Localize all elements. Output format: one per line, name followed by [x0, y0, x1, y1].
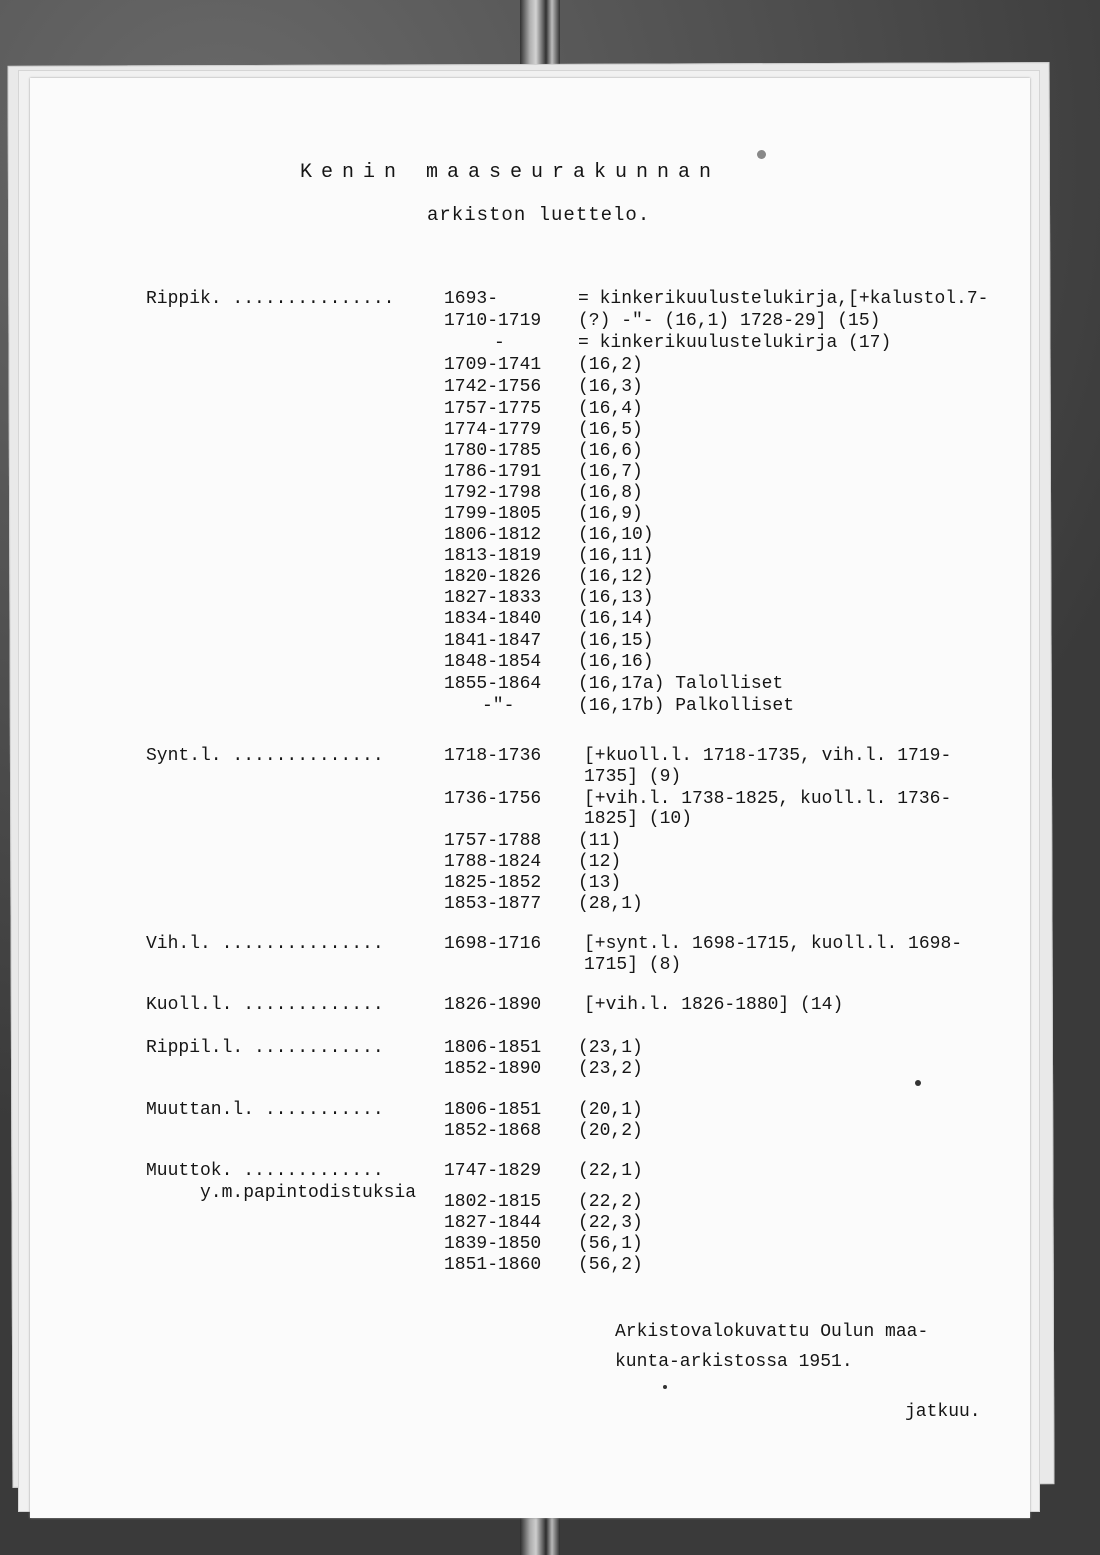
detail: (22,2) [578, 1192, 643, 1212]
section-label: Kuoll.l. ............. [146, 995, 384, 1015]
years: 1736-1756 [444, 789, 542, 809]
footer-line: kunta-arkistossa 1951. [615, 1352, 853, 1372]
detail: (16,17b) Palkolliset [578, 696, 795, 716]
detail: 1735] (9) [584, 767, 682, 787]
detail: (16,4) [578, 399, 643, 419]
ink-speck [663, 1385, 667, 1389]
years: 1827-1833 [444, 588, 542, 608]
detail: (16,2) [578, 355, 643, 375]
detail: = kinkerikuulustelukirja (17) [578, 333, 892, 353]
detail: [+vih.l. 1826-1880] (14) [584, 995, 844, 1015]
detail: (22,1) [578, 1161, 643, 1181]
detail: (13) [578, 873, 622, 893]
section-label: Rippik. ............... [146, 289, 395, 309]
years: 1813-1819 [444, 546, 542, 566]
years: 1806-1851 [444, 1038, 542, 1058]
detail: = kinkerikuulustelukirja,[+kalustol.7- [578, 289, 989, 309]
detail: (56,1) [578, 1234, 643, 1254]
years: 1852-1868 [444, 1121, 542, 1141]
section-label: Muuttok. ............. [146, 1161, 384, 1181]
detail: (23,2) [578, 1059, 643, 1079]
years: 1806-1851 [444, 1100, 542, 1120]
years: 1780-1785 [444, 441, 542, 461]
detail: 1715] (8) [584, 955, 682, 975]
detail: (16,14) [578, 609, 654, 629]
years: 1853-1877 [444, 894, 542, 914]
detail: (11) [578, 831, 622, 851]
section-label: Vih.l. ............... [146, 934, 384, 954]
years: 1839-1850 [444, 1234, 542, 1254]
section-label: Muuttan.l. ........... [146, 1100, 384, 1120]
detail: [+kuoll.l. 1718-1735, vih.l. 1719- [584, 746, 952, 766]
detail: (16,7) [578, 462, 643, 482]
section-label: Synt.l. .............. [146, 746, 384, 766]
years: 1693- [444, 289, 499, 309]
detail: (16,12) [578, 567, 654, 587]
detail: [+synt.l. 1698-1715, kuoll.l. 1698- [584, 934, 963, 954]
years: 1747-1829 [444, 1161, 542, 1181]
detail: (20,2) [578, 1121, 643, 1141]
continued-note: jatkuu. [905, 1402, 981, 1422]
ink-speck [915, 1080, 921, 1086]
years: 1774-1779 [444, 420, 542, 440]
detail: (16,3) [578, 377, 643, 397]
detail: (16,15) [578, 631, 654, 651]
years: 1834-1840 [444, 609, 542, 629]
years: 1792-1798 [444, 483, 542, 503]
years: 1698-1716 [444, 934, 542, 954]
years: 1757-1788 [444, 831, 542, 851]
years: 1826-1890 [444, 995, 542, 1015]
years: 1757-1775 [444, 399, 542, 419]
years: 1827-1844 [444, 1213, 542, 1233]
document-title: Kenin maaseurakunnan [300, 161, 721, 184]
document-subtitle: arkiston luettelo. [427, 204, 651, 226]
ink-speck [757, 150, 766, 159]
years: 1788-1824 [444, 852, 542, 872]
detail: (28,1) [578, 894, 643, 914]
years: 1820-1826 [444, 567, 542, 587]
years: 1848-1854 [444, 652, 542, 672]
years: 1802-1815 [444, 1192, 542, 1212]
detail: [+vih.l. 1738-1825, kuoll.l. 1736- [584, 789, 952, 809]
detail: (16,8) [578, 483, 643, 503]
years: 1709-1741 [444, 355, 542, 375]
detail: (56,2) [578, 1255, 643, 1275]
detail: (?) -"- (16,1) 1728-29] (15) [578, 311, 881, 331]
detail: (16,10) [578, 525, 654, 545]
years: 1855-1864 [444, 674, 542, 694]
years: 1786-1791 [444, 462, 542, 482]
footer-line: Arkistovalokuvattu Oulun maa- [615, 1322, 929, 1342]
years: -"- [482, 696, 515, 716]
detail: (23,1) [578, 1038, 643, 1058]
detail: (16,9) [578, 504, 643, 524]
detail: (16,13) [578, 588, 654, 608]
section-sublabel: y.m.papintodistuksia [200, 1183, 417, 1203]
detail: 1825] (10) [584, 809, 693, 829]
detail: (16,17a) Talolliset [578, 674, 784, 694]
detail: (20,1) [578, 1100, 643, 1120]
detail: (16,16) [578, 652, 654, 672]
years: 1852-1890 [444, 1059, 542, 1079]
years: - [494, 333, 505, 353]
section-label: Rippil.l. ............ [146, 1038, 384, 1058]
detail: (12) [578, 852, 622, 872]
detail: (16,5) [578, 420, 643, 440]
years: 1742-1756 [444, 377, 542, 397]
footer-note [615, 1317, 928, 1377]
years: 1851-1860 [444, 1255, 542, 1275]
years: 1806-1812 [444, 525, 542, 545]
detail: (22,3) [578, 1213, 643, 1233]
years: 1799-1805 [444, 504, 542, 524]
years: 1841-1847 [444, 631, 542, 651]
years: 1825-1852 [444, 873, 542, 893]
detail: (16,11) [578, 546, 654, 566]
years: 1710-1719 [444, 311, 542, 331]
detail: (16,6) [578, 441, 643, 461]
years: 1718-1736 [444, 746, 542, 766]
